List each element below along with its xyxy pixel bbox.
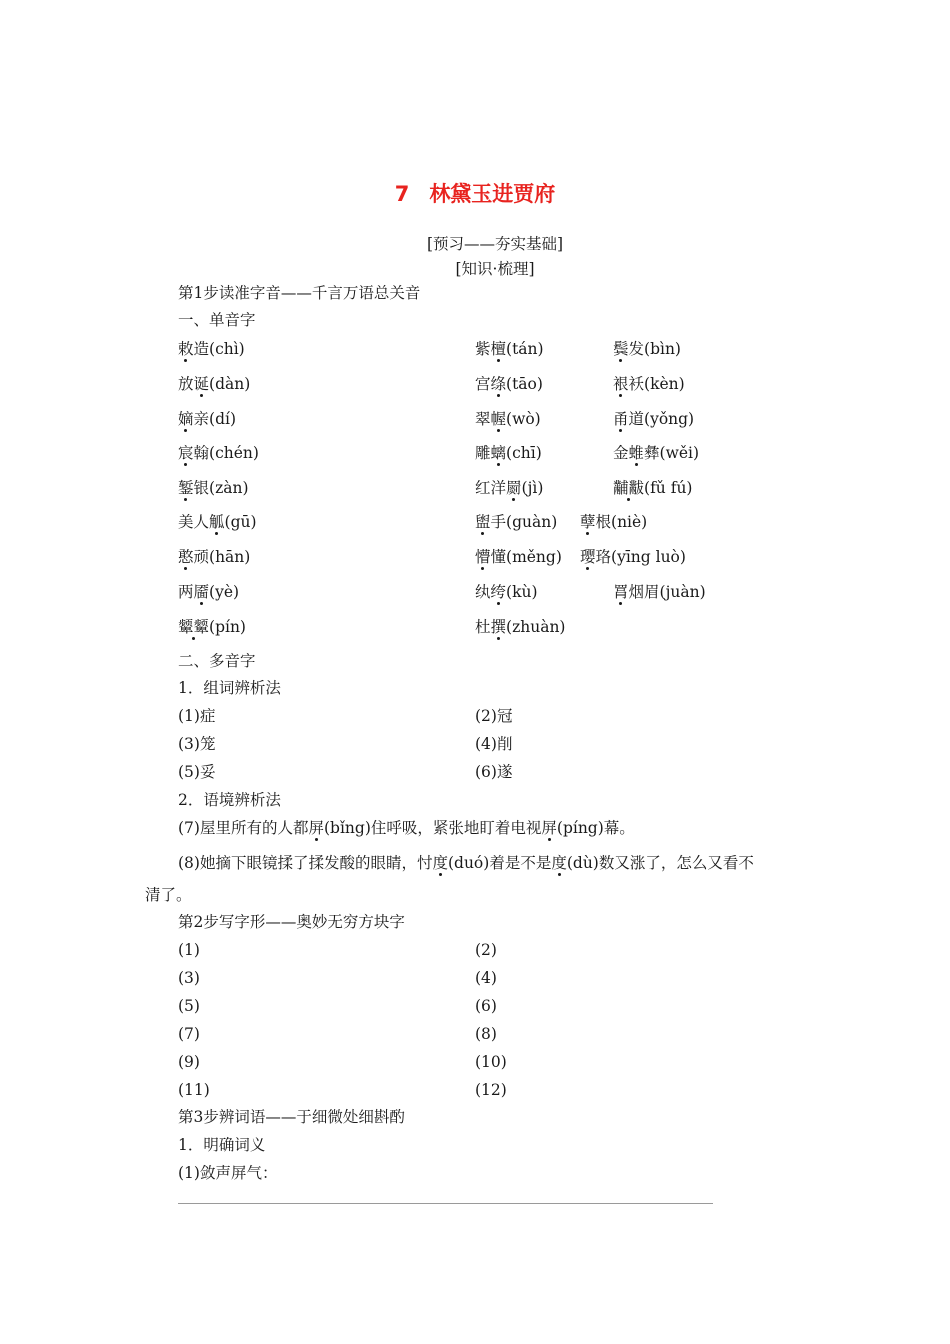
- step3-sub1: 1．明确词义: [178, 1136, 266, 1154]
- vocab-item: 宫绦(tāo): [475, 375, 543, 393]
- vocab-item: 金蜼彝(wěi): [613, 444, 700, 462]
- vocab-item: 孽根(niè): [580, 513, 648, 531]
- glyph-item: (6): [475, 997, 497, 1015]
- vocab-item: 懵懂(měng): [475, 548, 562, 566]
- vocab-item: 罥烟眉(juàn): [613, 583, 706, 601]
- vocab-item: 紫檀(tán): [475, 340, 544, 358]
- vocab-item: 鬓发(bìn): [613, 340, 681, 358]
- vocab-item: 纨绔(kù): [475, 583, 538, 601]
- vocab-item: 雕螭(chī): [475, 444, 542, 462]
- glyph-item: (4): [475, 969, 497, 987]
- page-title: [0, 178, 950, 208]
- glyph-item: (1): [178, 941, 200, 959]
- vocab-item: 杜撰(zhuàn): [475, 618, 566, 636]
- glyph-item: (3): [178, 969, 200, 987]
- glyph-item: (11): [178, 1081, 210, 1099]
- lesson-title: 林黛玉进贾府: [429, 182, 556, 206]
- vocab-item: 憨顽(hān): [178, 548, 251, 566]
- vocab-item: 嫡亲(dí): [178, 410, 236, 428]
- sentence-8: (8)她摘下眼镜揉了揉发酸的眼睛，忖度(duó)着是不是度(dù)数又涨了，怎么又看不: [178, 854, 754, 872]
- sentence-7: (7)屋里所有的人都屏(bǐng)住呼吸，紧张地盯着电视屏(píng)幕。: [178, 819, 635, 837]
- section-header: [预习——夯实基础]: [426, 235, 564, 253]
- glyph-item: (2): [475, 941, 497, 959]
- vocab-item: 两靥(yè): [178, 583, 240, 601]
- poly-item: (5)妥: [178, 763, 216, 781]
- vocab-item: 璎珞(yīng luò): [580, 548, 686, 566]
- method2-heading: 2．语境辨析法: [178, 791, 281, 809]
- vocab-item: 錾银(zàn): [178, 479, 249, 497]
- poly-item: (6)遂: [475, 763, 513, 781]
- glyph-item: (5): [178, 997, 200, 1015]
- vocab-item: 放诞(dàn): [178, 375, 251, 393]
- glyph-item: (9): [178, 1053, 200, 1071]
- glyph-item: (7): [178, 1025, 200, 1043]
- glyph-item: (8): [475, 1025, 497, 1043]
- glyph-item: (12): [475, 1081, 507, 1099]
- glyph-item: (10): [475, 1053, 507, 1071]
- step1-heading: 第1步读准字音——千言万语总关音: [178, 284, 421, 302]
- vocab-item: 裉袄(kèn): [613, 375, 685, 393]
- poly-item: (1)症: [178, 707, 216, 725]
- step3-heading: 第3步辨词语——于细微处细斟酌: [178, 1108, 405, 1126]
- vocab-item: 颦颦(pín): [178, 618, 246, 636]
- vocab-item: 甬道(yǒng): [613, 410, 695, 428]
- poly-item: (3)笼: [178, 735, 216, 753]
- step3-item1: (1)敛声屏气：: [178, 1164, 278, 1182]
- vocab-item: 翠幄(wò): [475, 410, 541, 428]
- poly-item: (2)冠: [475, 707, 513, 725]
- part1-title: 一、单音字: [178, 311, 256, 329]
- sub-header: [知识·梳理]: [455, 260, 535, 278]
- vocab-item: 红洋罽(jì): [475, 479, 544, 497]
- method1-heading: 1．组词辨析法: [178, 679, 281, 697]
- lesson-number: 7: [394, 182, 410, 206]
- answer-line: [178, 1203, 713, 1204]
- vocab-item: 宸翰(chén): [178, 444, 259, 462]
- vocab-item: 美人觚(gū): [178, 513, 257, 531]
- vocab-item: 黼黻(fǔ fú): [613, 479, 693, 497]
- vocab-item: 敕造(chì): [178, 340, 245, 358]
- part2-title: 二、多音字: [178, 652, 256, 670]
- step2-heading: 第2步写字形——奥妙无穷方块字: [178, 913, 405, 931]
- vocab-item: 盥手(guàn): [475, 513, 558, 531]
- poly-item: (4)削: [475, 735, 513, 753]
- sentence-8-cont: 清了。: [145, 886, 192, 904]
